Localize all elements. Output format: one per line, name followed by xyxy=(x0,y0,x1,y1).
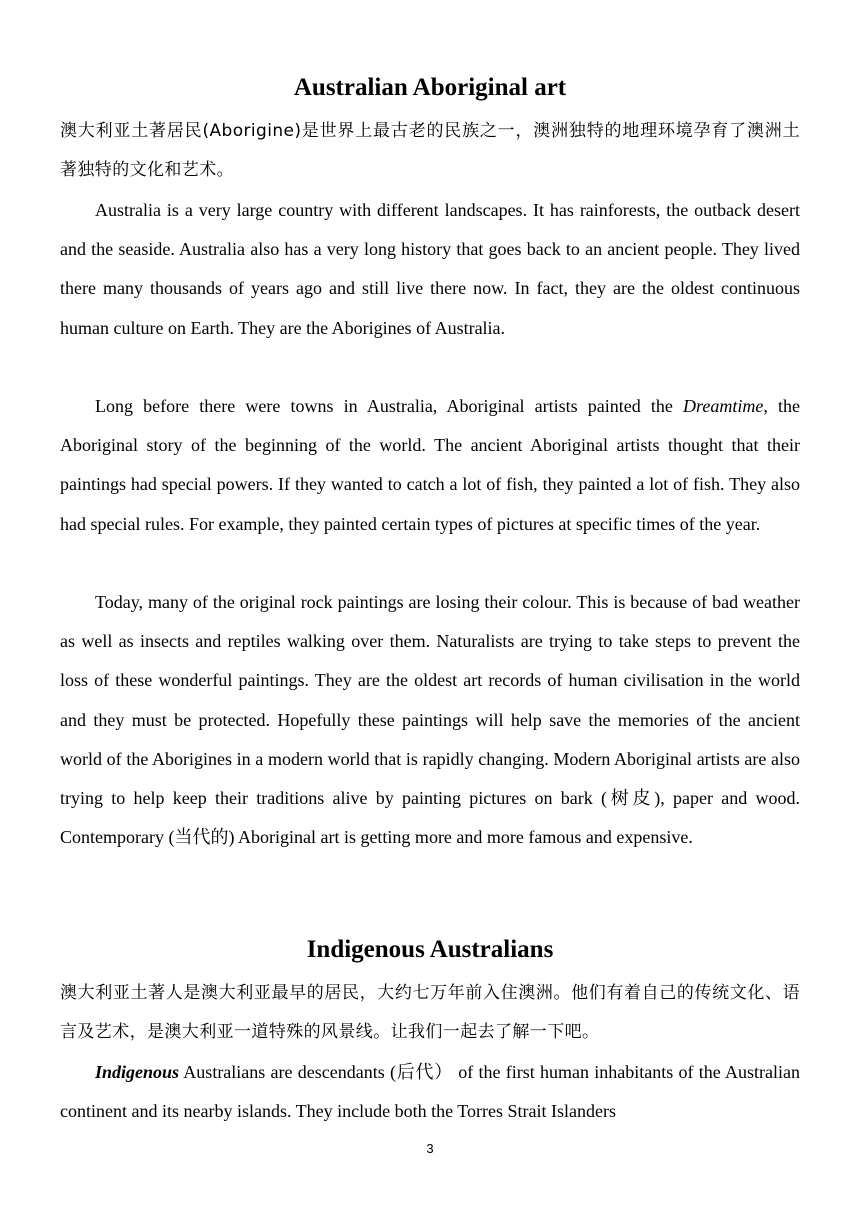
paragraph-text xyxy=(60,387,800,544)
paragraph-rock-paintings xyxy=(60,583,800,857)
text-run: Australians are descendants (后代） of the first human inhabitants of the Australian continent and its nearby islands. They include both the Torres Strait Islanders xyxy=(60,1062,800,1122)
text-run: , the Aboriginal story of the beginning of the world. The ancient Aboriginal artists thought that their paintings had special powers. If they wanted to catch a lot of fish, they painted a lot of fish. They also had special rules. For example, they painted certain types of pictures at specific times of the year. xyxy=(60,396,801,534)
italic-term-dreamtime: Dreamtime xyxy=(683,396,764,416)
intro-chinese-indigenous xyxy=(60,974,800,1052)
paragraph-landscapes xyxy=(60,191,800,348)
paragraph-text xyxy=(60,1053,800,1131)
text-run: Long before there were towns in Australia, Aboriginal artists painted the xyxy=(95,396,684,416)
paragraph-dreamtime xyxy=(60,387,800,544)
paragraph-indigenous xyxy=(60,1053,800,1131)
intro-text: 澳大利亚土著居民(Aborigine)是世界上最古老的民族之一，澳洲独特的地理环境孕育了澳洲土著独特的文化和艺术。 xyxy=(60,121,800,181)
bold-italic-term-indigenous xyxy=(95,1062,179,1082)
term-text: Indigenous xyxy=(95,1062,180,1082)
intro-text: 澳大利亚土著人是澳大利亚最早的居民，大约七万年前入住澳洲。他们有着自己的传统文化、语言及艺术，是澳大利亚一道特殊的风景线。让我们一起去了解一下吧。 xyxy=(60,983,800,1043)
paragraph-text: Australia is a very large country with different landscapes. It has rainforests, the outback desert and the seaside. Australia also has a very long history that goes back to an ancient people. They lived there many thousands of years ago and still live there now. In fact, they are the oldest continuous human culture on Earth. They are the Aborigines of Australia. xyxy=(60,200,800,338)
page-number: 3 xyxy=(426,1141,434,1156)
paragraph-text: Today, many of the original rock paintings are losing their colour. This is because of bad weather as well as insects and reptiles walking over them. Naturalists are trying to take steps to prevent the loss of these wonderful paintings. They are the oldest art records of human civilisation in the world and they must be protected. Hopefully these paintings will help save the memories of the ancient world of the Aborigines in a modern world that is rapidly changing. Modern Aboriginal artists are also trying to help keep their traditions alive by painting pictures on bark (树皮), paper and wood. Contemporary (当代的) Aboriginal art is getting more and more famous and expensive. xyxy=(60,592,800,848)
section-title-aboriginal-art: Australian Aboriginal art xyxy=(293,74,567,101)
section-title-indigenous-australians: Indigenous Australians xyxy=(306,936,554,963)
intro-chinese-aboriginal xyxy=(60,112,800,190)
